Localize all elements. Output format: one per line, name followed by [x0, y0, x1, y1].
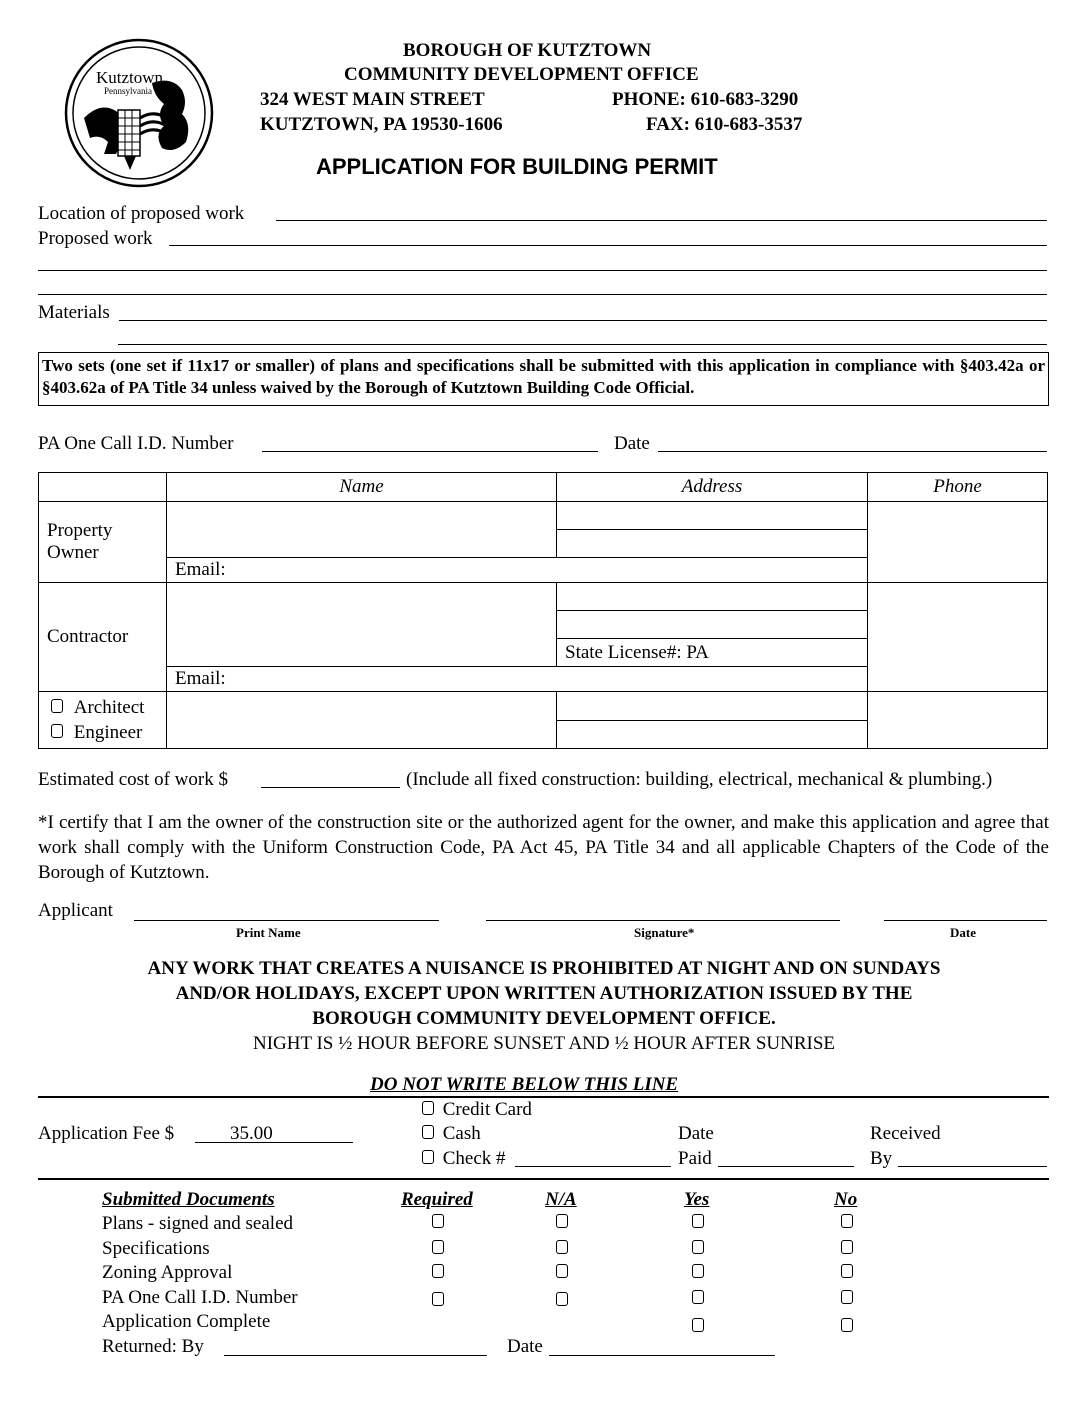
doc-row-label: Zoning Approval	[102, 1262, 233, 1283]
doc-row-label: PA One Call I.D. Number	[102, 1287, 298, 1308]
owner-address-cell-2[interactable]	[557, 530, 868, 558]
materials-line-2[interactable]	[118, 344, 1047, 345]
doc-row-label: Specifications	[102, 1238, 210, 1259]
cost-input-line[interactable]	[261, 787, 400, 788]
check-number-line[interactable]	[515, 1166, 671, 1167]
date-paid-label-top: Date	[678, 1123, 714, 1144]
doc-row-label: Application Complete	[102, 1311, 271, 1332]
nuisance-line-1: ANY WORK THAT CREATES A NUISANCE IS PROHIBITED AT NIGHT AND ON SUNDAYS	[147, 958, 941, 979]
plans-na-checkbox[interactable]	[556, 1214, 568, 1228]
onecall-yes-checkbox[interactable]	[692, 1290, 704, 1304]
owner-phone-cell[interactable]	[868, 502, 1048, 583]
engineer-checkbox[interactable]	[51, 724, 63, 738]
engineer-label: Engineer	[73, 722, 143, 743]
contractor-label: Contractor	[39, 583, 167, 692]
returned-date-label: Date	[507, 1336, 543, 1357]
contractor-address-cell-2[interactable]	[557, 611, 868, 639]
phone-number: PHONE: 610-683-3290	[612, 89, 799, 110]
owner-email-cell[interactable]: Email:	[167, 558, 868, 583]
proposed-work-label: Proposed work	[38, 228, 153, 249]
architect-address-cell-1[interactable]	[557, 692, 868, 721]
check-option	[422, 1148, 506, 1170]
contractor-name-cell[interactable]	[167, 583, 557, 667]
date-input-line[interactable]	[658, 451, 1047, 452]
fax-number: FAX: 610-683-3537	[646, 114, 803, 135]
zoning-no-checkbox[interactable]	[841, 1264, 853, 1278]
fee-label: Application Fee $	[38, 1123, 175, 1144]
parties-table	[38, 472, 1048, 749]
cash-label: Cash	[442, 1123, 481, 1144]
yes-header: Yes	[684, 1189, 710, 1210]
owner-address-cell-1[interactable]	[557, 502, 868, 530]
date-caption: Date	[950, 925, 976, 940]
owner-name-cell[interactable]	[167, 502, 557, 558]
check-checkbox[interactable]	[422, 1150, 434, 1164]
org-name: BOROUGH OF KUTZTOWN	[403, 40, 652, 61]
proposed-work-line-2[interactable]	[38, 270, 1047, 271]
received-by-line[interactable]	[898, 1166, 1047, 1167]
one-call-input-line[interactable]	[262, 451, 598, 452]
logo-state: Pennsylvania	[104, 86, 152, 96]
applicant-date-line[interactable]	[884, 920, 1047, 921]
specs-yes-checkbox[interactable]	[692, 1240, 704, 1254]
proposed-work-line-3[interactable]	[38, 294, 1047, 295]
returned-by-label: Returned: By	[102, 1336, 204, 1357]
materials-label: Materials	[38, 302, 110, 323]
contractor-address-cell-1[interactable]	[557, 583, 868, 611]
architect-name-cell[interactable]	[167, 692, 557, 749]
check-label: Check #	[442, 1148, 506, 1169]
architect-phone-cell[interactable]	[868, 692, 1048, 749]
returned-by-line[interactable]	[224, 1355, 487, 1356]
plans-required-checkbox[interactable]	[432, 1214, 444, 1228]
onecall-required-checkbox[interactable]	[432, 1292, 444, 1306]
table-corner	[39, 473, 167, 502]
nuisance-line-3: BOROUGH COMMUNITY DEVELOPMENT OFFICE.	[312, 1008, 776, 1029]
plans-notice-box: Two sets (one set if 11x17 or smaller) of plans and specifications shall be submitted with this application in compliance with §403.42a or §403.62a of PA Title 34 unless waived by the Borough of Kutztown Building Code Official.	[38, 352, 1049, 406]
specs-no-checkbox[interactable]	[841, 1240, 853, 1254]
submitted-docs-header: Submitted Documents	[102, 1189, 275, 1210]
contractor-phone-cell[interactable]	[868, 583, 1048, 692]
received-label: Received	[870, 1123, 941, 1144]
owner-label: Property Owner	[39, 502, 167, 583]
signature-caption: Signature*	[634, 925, 695, 940]
night-definition: NIGHT IS ½ HOUR BEFORE SUNSET AND ½ HOUR AFTER SUNRISE	[252, 1033, 836, 1054]
onecall-no-checkbox[interactable]	[841, 1290, 853, 1304]
logo-name: Kutztown	[96, 68, 164, 87]
architect-address-cell-2[interactable]	[557, 721, 868, 749]
required-header: Required	[401, 1189, 473, 1210]
contractor-email-cell[interactable]: Email:	[167, 667, 868, 692]
applicant-label: Applicant	[38, 900, 113, 921]
certification-text: *I certify that I am the owner of the construction site or the authorized agent for the owner, and make this application and agree that work shall comply with the Uniform Construction Code, PA Act 45, PA Title 34 and all applicable Chapters of the Code of the Borough of Kutztown.	[38, 812, 1049, 883]
cash-option	[422, 1123, 481, 1145]
print-name-caption: Print Name	[236, 925, 301, 940]
cash-checkbox[interactable]	[422, 1125, 434, 1139]
proposed-work-line-1[interactable]	[169, 245, 1047, 246]
onecall-na-checkbox[interactable]	[556, 1292, 568, 1306]
nuisance-line-2: AND/OR HOLIDAYS, EXCEPT UPON WRITTEN AUTHORIZATION ISSUED BY THE	[175, 983, 913, 1004]
credit-card-option	[422, 1099, 532, 1121]
date-paid-label-bottom: Paid	[678, 1148, 712, 1169]
location-input-line[interactable]	[276, 220, 1047, 221]
col-phone-header: Phone	[868, 473, 1048, 502]
date-label: Date	[614, 433, 650, 454]
office-name: COMMUNITY DEVELOPMENT OFFICE	[344, 64, 699, 85]
no-header: No	[834, 1189, 858, 1210]
print-name-line[interactable]	[134, 920, 439, 921]
na-header: N/A	[545, 1189, 577, 1210]
zoning-required-checkbox[interactable]	[432, 1264, 444, 1278]
fee-line	[195, 1142, 353, 1143]
col-address-header: Address	[557, 473, 868, 502]
one-call-label: PA One Call I.D. Number	[38, 433, 234, 454]
cost-label: Estimated cost of work $	[38, 769, 228, 790]
cost-note: (Include all fixed construction: building, electrical, mechanical & plumbing.)	[406, 769, 993, 790]
office-bottom-rule	[38, 1178, 1049, 1180]
complete-no-checkbox[interactable]	[841, 1318, 853, 1332]
architect-engineer-cell	[39, 692, 167, 749]
do-not-write-label: DO NOT WRITE BELOW THIS LINE	[370, 1074, 679, 1095]
materials-line-1[interactable]	[119, 320, 1047, 321]
specs-na-checkbox[interactable]	[556, 1240, 568, 1254]
architect-checkbox[interactable]	[51, 699, 63, 713]
street-address: 324 WEST MAIN STREET	[260, 89, 485, 110]
plans-yes-checkbox[interactable]	[692, 1214, 704, 1228]
zoning-yes-checkbox[interactable]	[692, 1264, 704, 1278]
specs-required-checkbox[interactable]	[432, 1240, 444, 1254]
credit-card-checkbox[interactable]	[422, 1101, 434, 1115]
received-by-label: By	[870, 1148, 893, 1169]
returned-date-line[interactable]	[549, 1355, 775, 1356]
city-address: KUTZTOWN, PA 19530-1606	[260, 114, 503, 135]
borough-seal-logo	[64, 38, 214, 188]
doc-row-label: Plans - signed and sealed	[102, 1213, 294, 1234]
architect-label: Architect	[73, 697, 145, 718]
signature-line[interactable]	[486, 920, 840, 921]
office-top-rule	[38, 1096, 1049, 1098]
date-paid-line[interactable]	[718, 1166, 854, 1167]
zoning-na-checkbox[interactable]	[556, 1264, 568, 1278]
plans-no-checkbox[interactable]	[841, 1214, 853, 1228]
location-label: Location of proposed work	[38, 203, 245, 224]
col-name-header: Name	[167, 473, 557, 502]
credit-card-label: Credit Card	[442, 1099, 532, 1120]
page-title: APPLICATION FOR BUILDING PERMIT	[316, 154, 718, 179]
fee-value: 35.00	[230, 1123, 273, 1144]
state-license-cell[interactable]: State License#: PA	[557, 639, 868, 667]
complete-yes-checkbox[interactable]	[692, 1318, 704, 1332]
